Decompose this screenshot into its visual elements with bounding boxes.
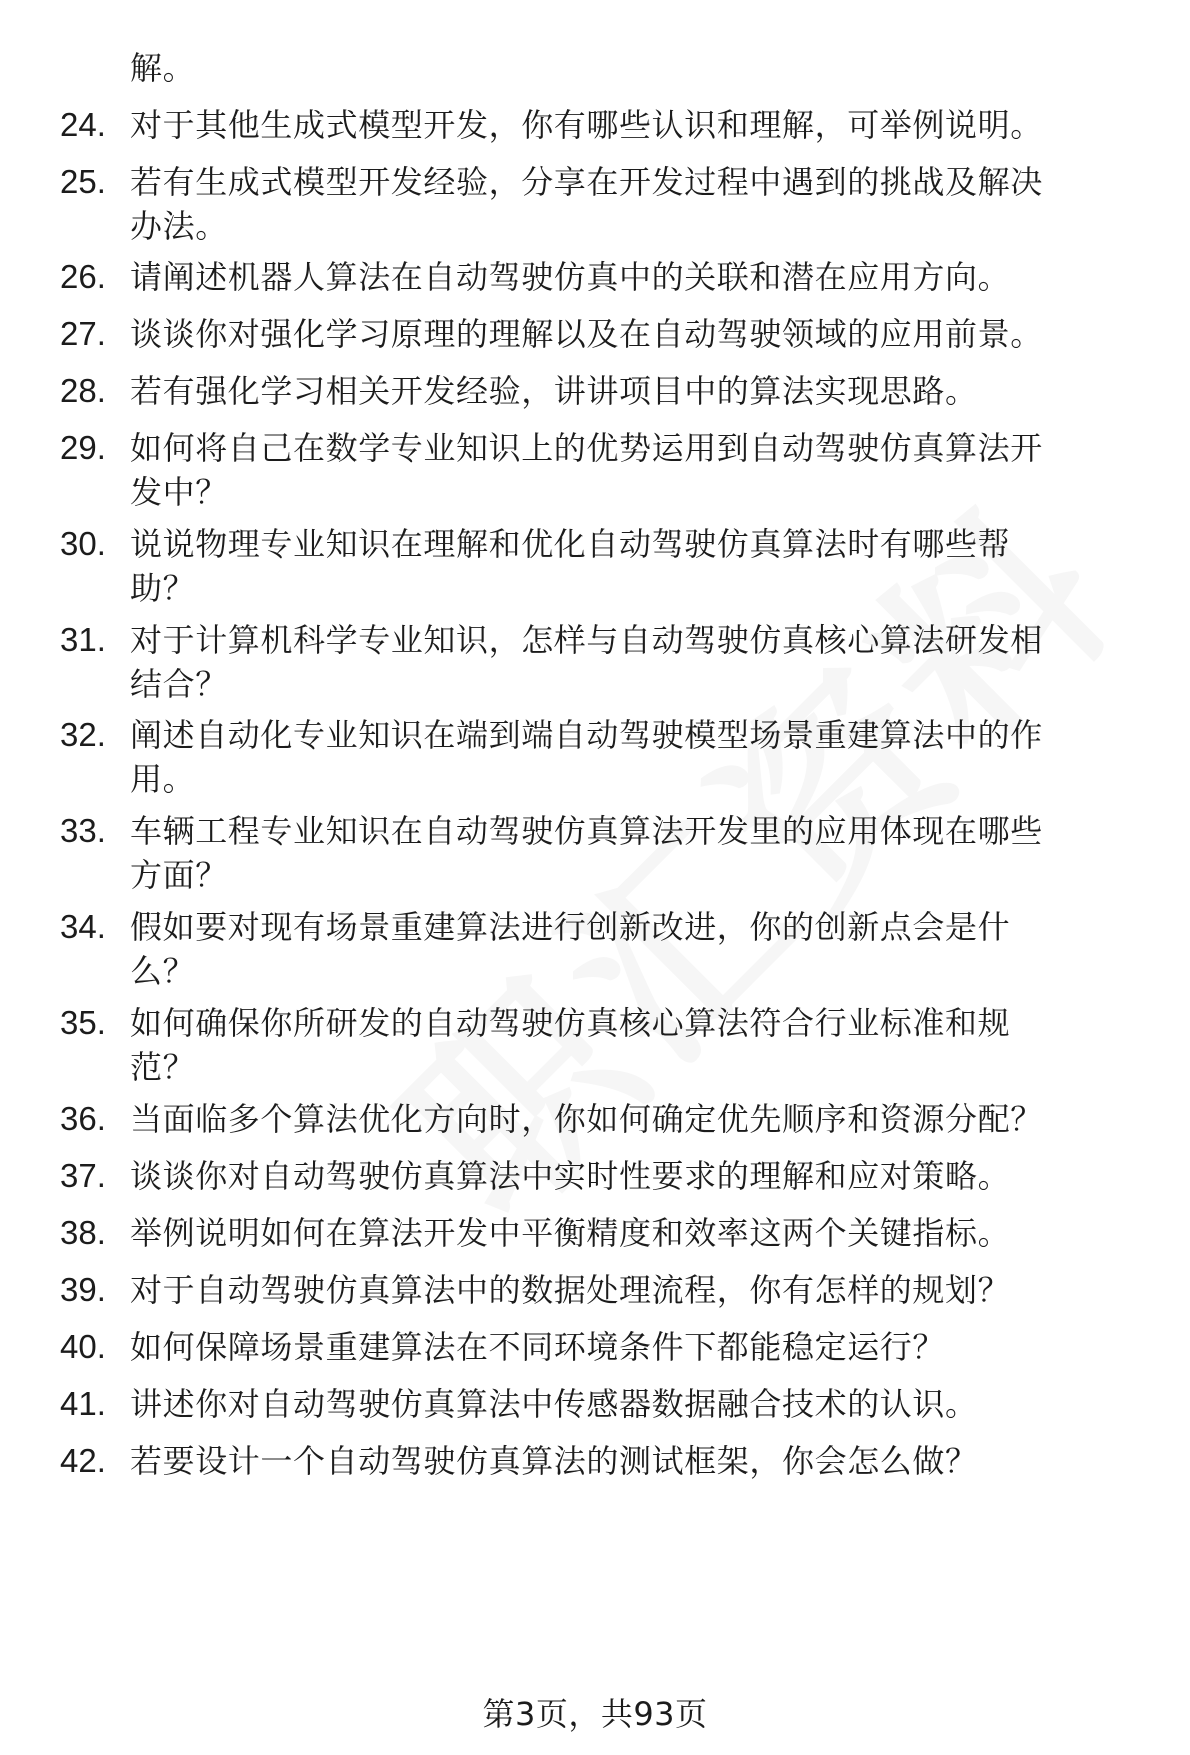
question-text: 如何保障场景重建算法在不同环境条件下都能稳定运行？	[130, 1328, 946, 1366]
question-number: 37.	[60, 1157, 106, 1194]
question-number: 24.	[60, 106, 106, 143]
question-number: 36.	[60, 1100, 106, 1137]
question-number: 39.	[60, 1271, 106, 1308]
question-number: 40.	[60, 1328, 106, 1365]
question-text: 当面临多个算法优化方向时，你如何确定优先顺序和资源分配？	[130, 1100, 1043, 1138]
question-text: 若有强化学习相关开发经验，讲讲项目中的算法实现思路。	[130, 372, 978, 410]
question-text: 若要设计一个自动驾驶仿真算法的测试框架，你会怎么做？	[130, 1442, 978, 1480]
question-text: 讲述你对自动驾驶仿真算法中传感器数据融合技术的认识。	[130, 1385, 978, 1423]
question-text: 请阐述机器人算法在自动驾驶仿真中的关联和潜在应用方向。	[130, 258, 1011, 296]
question-text: 假如要对现有场景重建算法进行创新改进，你的创新点会是什 么？	[130, 908, 1011, 990]
page-footer: 第3页，共93页	[482, 1695, 708, 1733]
question-number: 26.	[60, 258, 106, 295]
question-text: 阐述自动化专业知识在端到端自动驾驶模型场景重建算法中的作 用。	[130, 716, 1043, 798]
question-number: 32.	[60, 716, 106, 753]
question-text: 举例说明如何在算法开发中平衡精度和效率这两个关键指标。	[130, 1214, 1011, 1252]
question-text: 谈谈你对强化学习原理的理解以及在自动驾驶领域的应用前景。	[130, 315, 1043, 353]
question-number: 29.	[60, 429, 106, 466]
question-text: 车辆工程专业知识在自动驾驶仿真算法开发里的应用体现在哪些 方面？	[130, 812, 1043, 894]
question-text: 对于计算机科学专业知识，怎样与自动驾驶仿真核心算法研发相 结合？	[130, 621, 1043, 703]
question-text: 说说物理专业知识在理解和优化自动驾驶仿真算法时有哪些帮 助？	[130, 525, 1011, 607]
question-text: 如何将自己在数学专业知识上的优势运用到自动驾驶仿真算法开 发中？	[130, 429, 1043, 511]
question-number: 30.	[60, 525, 106, 562]
question-text: 若有生成式模型开发经验，分享在开发过程中遇到的挑战及解决 办法。	[130, 163, 1043, 245]
question-number: 35.	[60, 1004, 106, 1041]
question-number: 38.	[60, 1214, 106, 1251]
question-number: 28.	[60, 372, 106, 409]
question-text: 如何确保你所研发的自动驾驶仿真核心算法符合行业标准和规 范？	[130, 1004, 1011, 1086]
question-text: 谈谈你对自动驾驶仿真算法中实时性要求的理解和应对策略。	[130, 1157, 1011, 1195]
continuation-text: 解。	[130, 49, 196, 87]
question-number: 33.	[60, 812, 106, 849]
question-number: 27.	[60, 315, 106, 352]
question-text: 对于其他生成式模型开发，你有哪些认识和理解，可举例说明。	[130, 106, 1043, 144]
question-number: 25.	[60, 163, 106, 200]
question-number: 34.	[60, 908, 106, 945]
question-number: 41.	[60, 1385, 106, 1422]
question-number: 42.	[60, 1442, 106, 1479]
question-number: 31.	[60, 621, 106, 658]
question-text: 对于自动驾驶仿真算法中的数据处理流程，你有怎样的规划？	[130, 1271, 1011, 1309]
